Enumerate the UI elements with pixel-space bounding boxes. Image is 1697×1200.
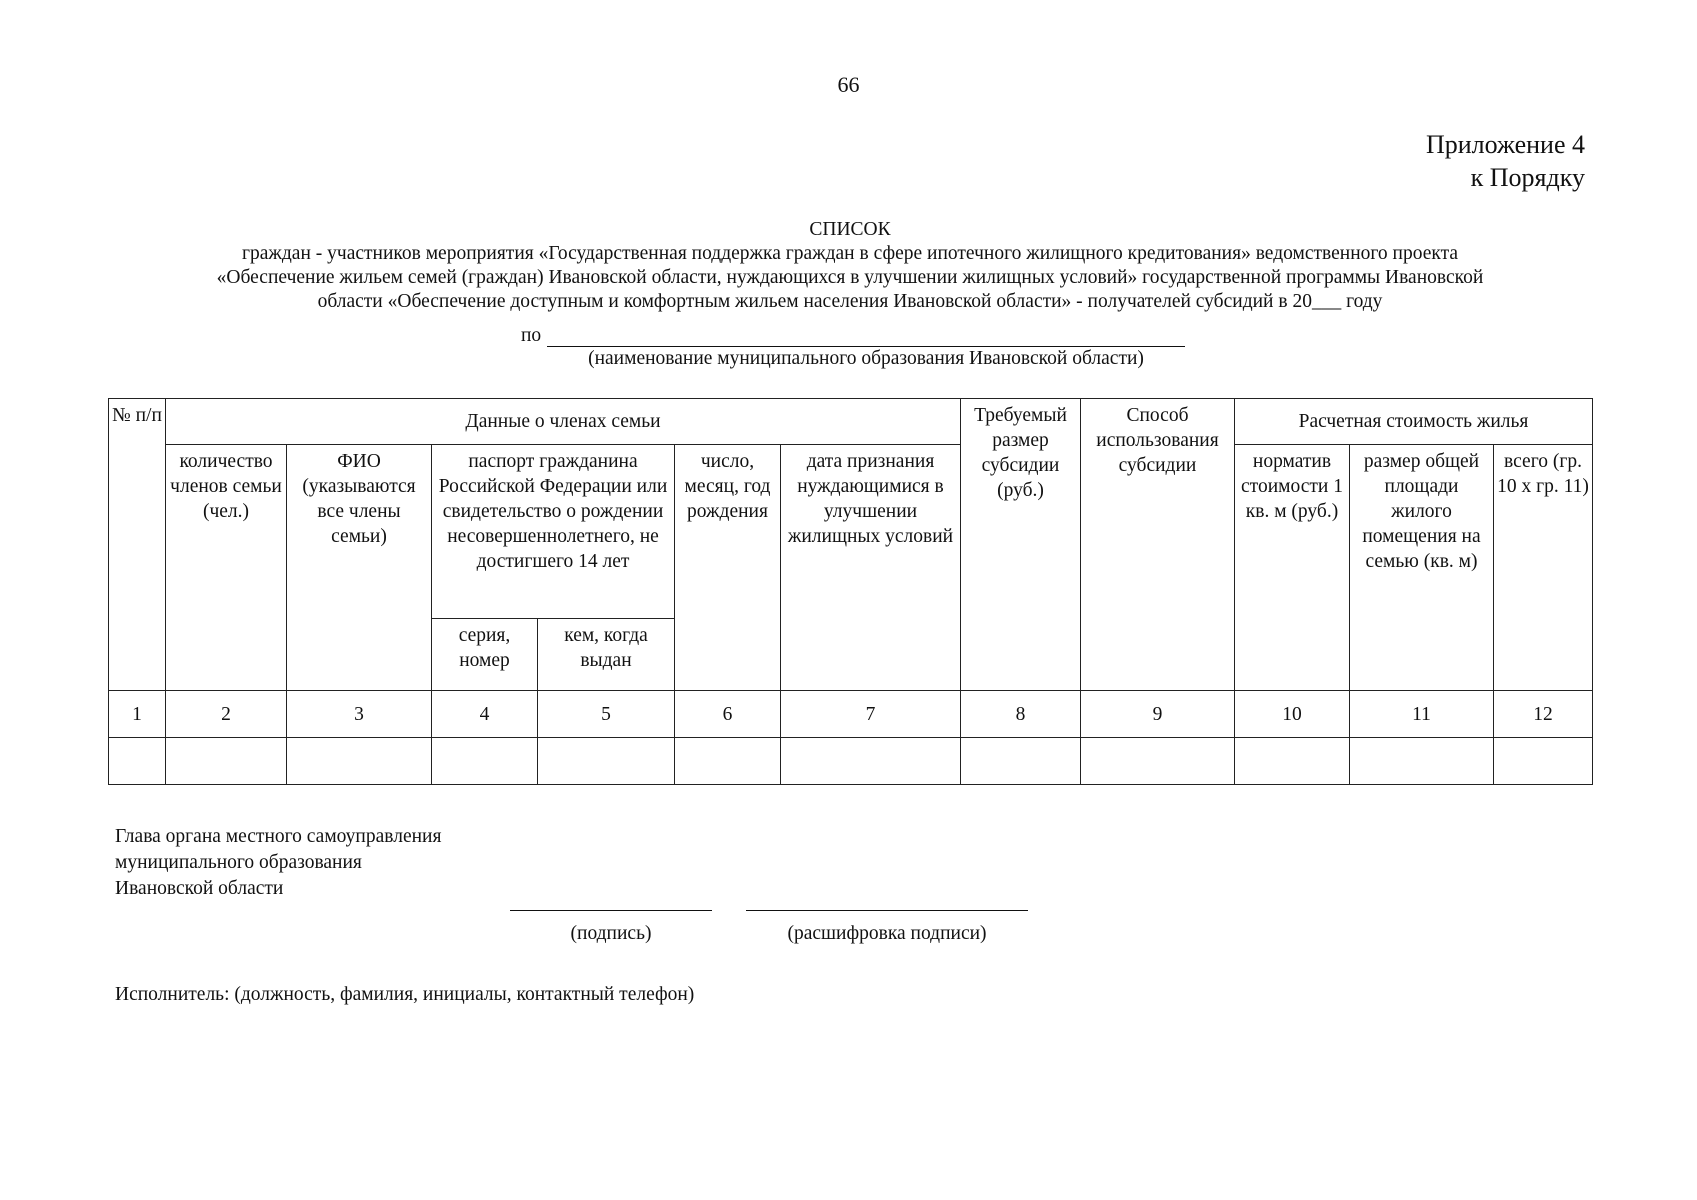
header-family-data: Данные о членах семьи [166, 399, 961, 445]
header-series-number: серия, номер [432, 619, 538, 691]
signature-line [510, 910, 712, 911]
column-number: 9 [1081, 691, 1235, 738]
signer-line-3: Ивановской области [115, 878, 284, 899]
header-members-count: количество членов семьи (чел.) [166, 445, 287, 691]
municipality-caption: (наименование муниципального образования Ивановской области) [588, 348, 1144, 369]
page-number: 66 [837, 72, 860, 97]
table-cell [432, 738, 538, 785]
table-cell [781, 738, 961, 785]
table-cell [1081, 738, 1235, 785]
column-number: 11 [1350, 691, 1494, 738]
appendix-label [1426, 128, 1585, 194]
executor-line: Исполнитель: (должность, фамилия, инициалы, контактный телефон) [115, 984, 695, 1005]
title-heading: СПИСОК [809, 219, 891, 240]
column-number: 3 [287, 691, 432, 738]
header-number: № п/п [109, 399, 166, 691]
column-number: 6 [675, 691, 781, 738]
signer-block [115, 824, 441, 902]
header-required-subsidy: Требуемый размер субсидии (руб.) [961, 399, 1081, 691]
column-number: 4 [432, 691, 538, 738]
table-cell [961, 738, 1081, 785]
appendix-line-1: Приложение 4 [1425, 130, 1585, 159]
document-title [100, 218, 1600, 314]
header-recognition-date: дата признания нуждающимися в улучшении жилищных условий [781, 445, 961, 691]
column-number: 1 [109, 691, 166, 738]
column-number: 5 [538, 691, 675, 738]
header-issued-by: кем, когда выдан [538, 619, 675, 691]
header-row-1 [109, 399, 1593, 445]
table-cell [538, 738, 675, 785]
signature-caption: (подпись) [570, 923, 652, 944]
citizens-list-table [108, 398, 1593, 785]
column-numbers-row [109, 691, 1593, 738]
po-label: по [521, 325, 542, 346]
table-cell [166, 738, 287, 785]
header-passport: паспорт гражданина Российской Федерации или свидетельство о рождении несовершеннолетнего, не достигшего 14 лет [432, 445, 675, 619]
table-cell [1235, 738, 1350, 785]
signature-decoding-caption: (расшифровка подписи) [787, 923, 987, 944]
table-cell [287, 738, 432, 785]
signer-line-1: Глава органа местного самоуправления [115, 826, 442, 847]
header-norm-cost: норматив стоимости 1 кв. м (руб.) [1235, 445, 1350, 691]
table-cell [1350, 738, 1494, 785]
header-usage-method: Способ использования субсидии [1081, 399, 1235, 691]
header-area: размер общей площади жилого помещения на семью (кв. м) [1350, 445, 1494, 691]
column-number: 2 [166, 691, 287, 738]
table-cell [675, 738, 781, 785]
table-cell [109, 738, 166, 785]
column-number: 8 [961, 691, 1081, 738]
municipality-blank-line [547, 346, 1185, 347]
signer-line-2: муниципального образования [115, 852, 362, 873]
header-row-2 [109, 445, 1593, 619]
title-line-3: области «Обеспечение доступным и комфортным жильем населения Ивановской области» - получателей субсидий в 20___ году [317, 291, 1383, 312]
column-number: 7 [781, 691, 961, 738]
title-line-2: «Обеспечение жильем семей (граждан) Ивановской области, нуждающихся в улучшении жилищных условий» государственной программы Ивановской [216, 267, 1484, 288]
header-total: всего (гр. 10 х гр. 11) [1494, 445, 1593, 691]
table-row [109, 738, 1593, 785]
column-number: 12 [1494, 691, 1593, 738]
title-line-1: граждан - участников мероприятия «Государственная поддержка граждан в сфере ипотечного жилищного кредитования» ведомственного проекта [242, 243, 1458, 264]
signature-decoding-line [746, 910, 1028, 911]
appendix-line-2: к Порядку [1470, 163, 1585, 192]
column-number: 10 [1235, 691, 1350, 738]
header-birth-date: число, месяц, год рождения [675, 445, 781, 691]
header-estimated-cost: Расчетная стоимость жилья [1235, 399, 1593, 445]
table-cell [1494, 738, 1593, 785]
header-fio: ФИО (указываются все члены семьи) [287, 445, 432, 691]
